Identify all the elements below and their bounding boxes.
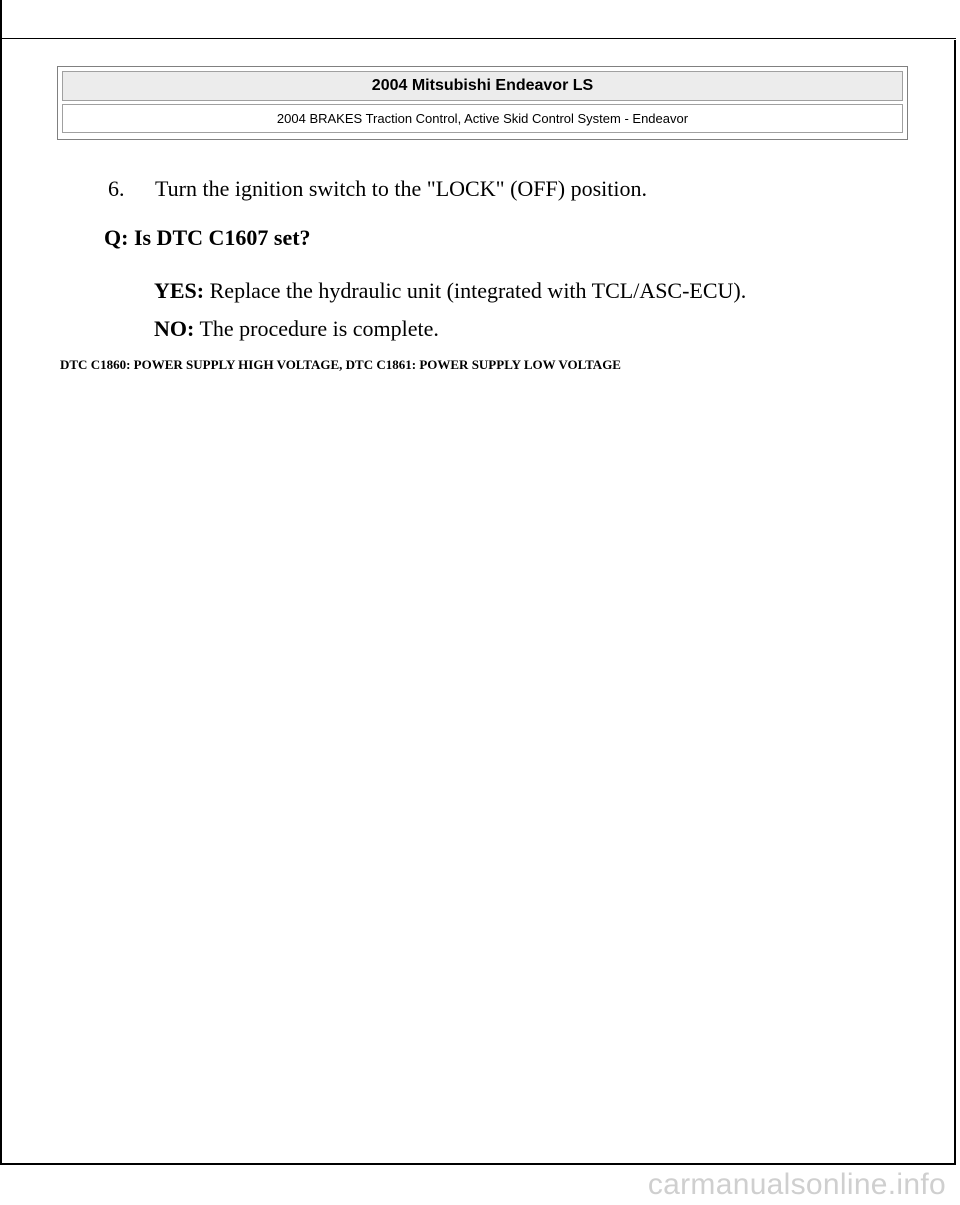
answer-no bbox=[154, 316, 439, 342]
step-number: 6. bbox=[108, 176, 125, 201]
page-border-bottom bbox=[0, 1163, 956, 1165]
page-border-top bbox=[0, 38, 956, 39]
diagnostic-question: Q: Is DTC C1607 set? bbox=[104, 225, 311, 250]
page-border-right bbox=[954, 40, 956, 1165]
answer-no-text: The procedure is complete. bbox=[199, 316, 439, 341]
document-header bbox=[57, 66, 908, 140]
section-subtitle: 2004 BRAKES Traction Control, Active Skid Control System - Endeavor bbox=[62, 104, 903, 133]
page-border-left bbox=[0, 0, 2, 1165]
dtc-section-heading: DTC C1860: POWER SUPPLY HIGH VOLTAGE, DTC C1861: POWER SUPPLY LOW VOLTAGE bbox=[60, 357, 621, 372]
site-watermark: carmanualsonline.info bbox=[647, 1168, 946, 1201]
answer-yes bbox=[154, 278, 746, 304]
answer-yes-label: YES: bbox=[154, 278, 205, 303]
procedure-step bbox=[108, 176, 647, 202]
answer-no-label: NO: bbox=[154, 316, 195, 341]
answer-yes-text: Replace the hydraulic unit (integrated with TCL/ASC-ECU). bbox=[209, 278, 747, 303]
step-text: Turn the ignition switch to the "LOCK" (OFF) position. bbox=[155, 176, 648, 201]
vehicle-title: 2004 Mitsubishi Endeavor LS bbox=[62, 71, 903, 101]
